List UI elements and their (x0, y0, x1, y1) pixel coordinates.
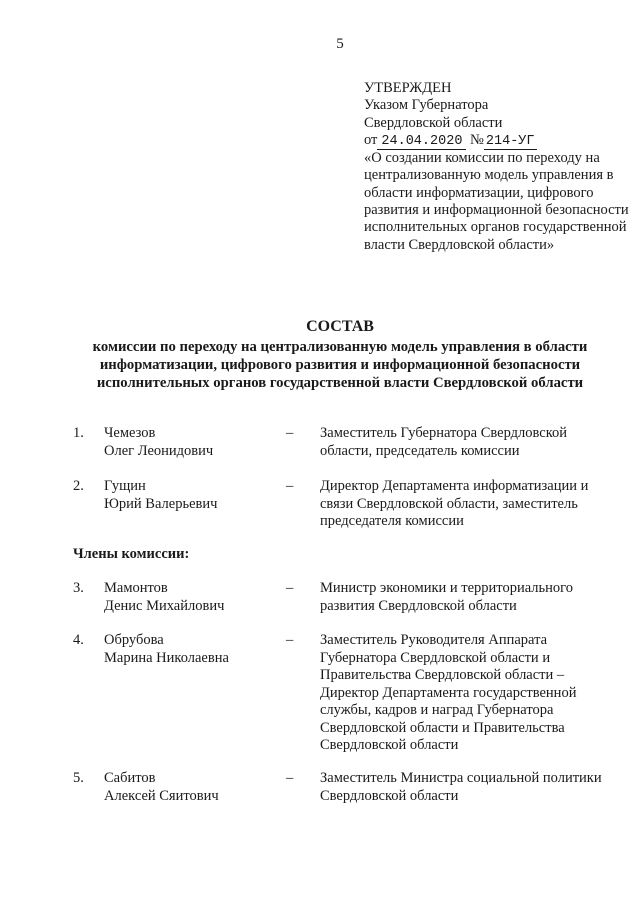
title-line-1: комиссии по переходу на централизованную модель управления в области (92, 339, 588, 355)
member-role: Заместитель Губернатора Свердловской области, председатель комиссии (320, 425, 568, 459)
member-role: Заместитель Министра социальной политики Свердловской области (320, 770, 602, 804)
member-name (104, 478, 284, 513)
document-title (50, 318, 630, 392)
member-number: 1. (73, 425, 84, 441)
decree-date: 24.04.2020 (377, 134, 466, 150)
member-surname: Чемезов (104, 425, 156, 441)
member-dash: – (286, 478, 294, 494)
approval-status: УТВЕРЖДЕН (364, 80, 452, 96)
page-number: 5 (336, 36, 344, 52)
number-prefix: № (470, 131, 484, 148)
member-given-name: Олег Леонидович (104, 442, 214, 459)
member-name (104, 580, 284, 615)
member-role: Заместитель Руководителя Аппарата Губернатора Свердловской области и Правительства Свердловской области – Директор Департамента государственной службы, кадров и наград Губернатора Свердловской области и Правительства Свердловской области (320, 632, 577, 753)
member-surname: Мамонтов (104, 580, 168, 596)
member-name (104, 425, 284, 460)
member-number: 3. (73, 580, 84, 596)
member-given-name: Юрий Валерьевич (104, 495, 218, 512)
title-heading: СОСТАВ (306, 318, 374, 335)
member-name (104, 632, 284, 667)
member-surname: Сабитов (104, 770, 156, 786)
date-prefix: от (364, 131, 378, 148)
members-section-label: Члены комиссии: (73, 546, 190, 562)
member-number: 2. (73, 478, 84, 494)
member-surname: Обрубова (104, 632, 164, 648)
approval-date-number-line (364, 132, 632, 150)
title-line-3: исполнительных органов государственной власти Свердловской области (96, 375, 584, 391)
member-dash: – (286, 632, 294, 648)
approval-region: Свердловской области (364, 114, 503, 131)
approval-authority: Указом Губернатора (364, 97, 489, 114)
title-line-2: информатизации, цифрового развития и информационной безопасности (99, 357, 581, 373)
member-name (104, 770, 284, 805)
member-dash: – (286, 770, 294, 786)
member-given-name: Алексей Сяитович (104, 787, 219, 804)
member-given-name: Денис Михайлович (104, 597, 225, 614)
member-surname: Гущин (104, 478, 146, 494)
approval-stamp (364, 80, 632, 254)
member-dash: – (286, 580, 294, 596)
decree-number: 214-УГ (485, 133, 535, 149)
member-number: 4. (73, 632, 84, 648)
decree-title: «О создании комиссии по переходу на централизованную модель управления в области информатизации, цифрового развития и информационной безопасности исполнительных органов государственной власти Свердловской области» (364, 150, 629, 253)
member-dash: – (286, 425, 294, 441)
member-given-name: Марина Николаевна (104, 649, 229, 666)
member-number: 5. (73, 770, 84, 786)
member-role: Министр экономики и территориального развития Свердловской области (320, 580, 573, 614)
member-role: Директор Департамента информатизации и связи Свердловской области, заместитель председателя комиссии (320, 478, 589, 529)
